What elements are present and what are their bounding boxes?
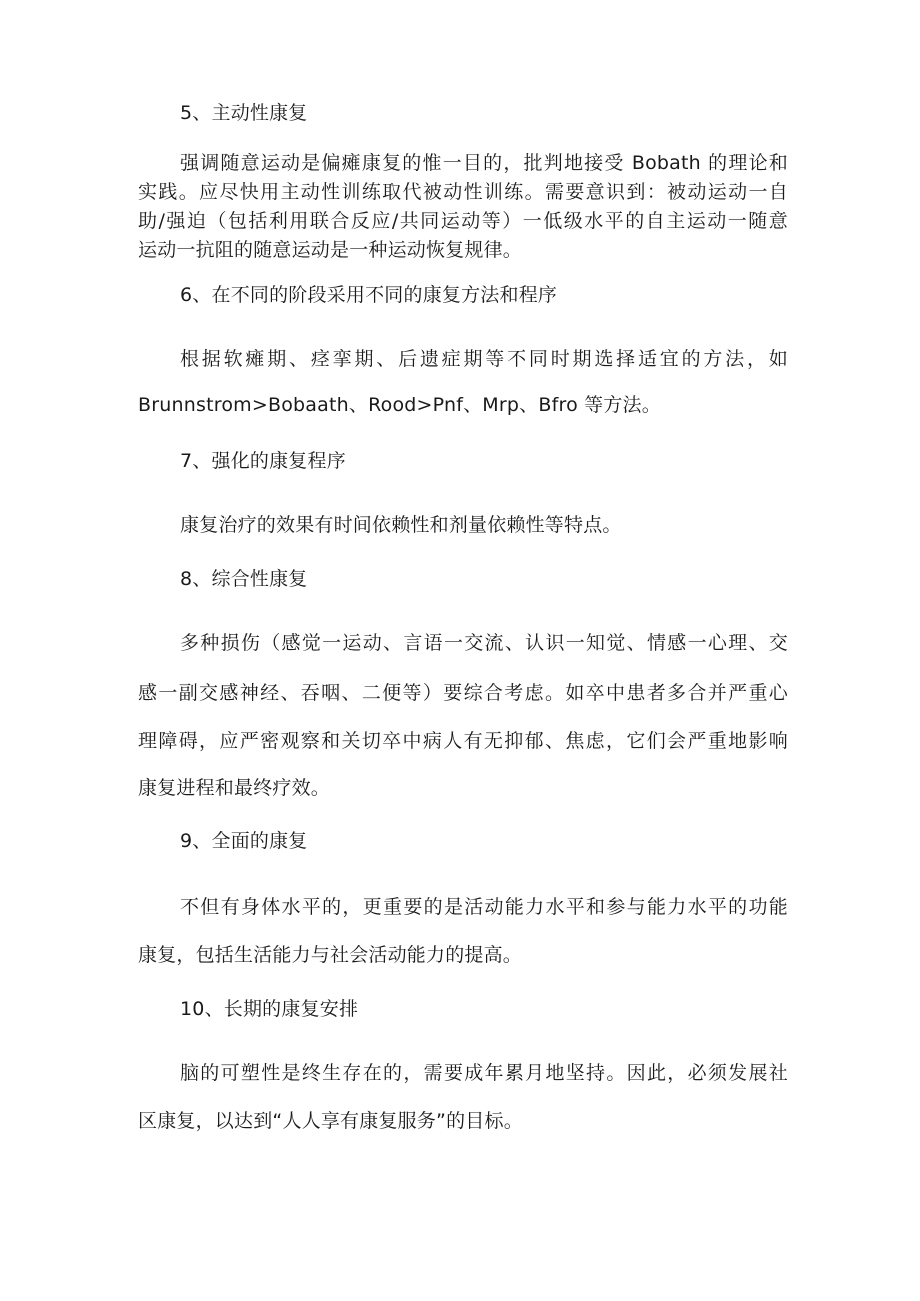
paragraph-line: 助/强迫（包括利用联合反应/共同运动等）一低级水平的自主运动一随意 (138, 210, 788, 232)
paragraph-line: 实践。应尽快用主动性训练取代被动性训练。需要意识到：被动运动一自 (138, 181, 788, 203)
paragraph-line: 强调随意运动是偏瘫康复的惟一目的，批判地接受 Bobath 的理论和 (180, 152, 788, 174)
paragraph-line: 不但有身体水平的，更重要的是活动能力水平和参与能力水平的功能 (180, 896, 788, 918)
paragraph-line: 感一副交感神经、吞咽、二便等）要综合考虑。如卒中患者多合并严重心 (138, 682, 788, 704)
paragraph-line: 康复进程和最终疗效。 (138, 777, 331, 799)
paragraph-line: 运动一抗阻的随意运动是一种运动恢复规律。 (138, 239, 523, 261)
paragraph-line: 根据软瘫期、痉挛期、后遗症期等不同时期选择适宜的方法，如 (180, 348, 788, 370)
paragraph-line: Brunnstrom>Bobaath、Rood>Pnf、Mrp、Bfro 等方法。 (138, 394, 661, 416)
paragraph-line: 多种损伤（感觉一运动、言语一交流、认识一知觉、情感一心理、交 (180, 632, 788, 654)
heading-7: 7、强化的康复程序 (180, 450, 346, 472)
heading-6: 6、在不同的阶段采用不同的康复方法和程序 (180, 284, 558, 306)
paragraph-line: 区康复，以达到“人人享有康复服务”的目标。 (138, 1110, 523, 1132)
paragraph-line: 脑的可塑性是终生存在的，需要成年累月地坚持。因此，必须发展社 (180, 1062, 788, 1084)
heading-8: 8、综合性康复 (180, 568, 308, 590)
paragraph-line: 康复，包括生活能力与社会活动能力的提高。 (138, 944, 523, 966)
paragraph-line: 理障碍，应严密观察和关切卒中病人有无抑郁、焦虑，它们会严重地影响 (138, 730, 788, 752)
heading-5: 5、主动性康复 (180, 102, 308, 124)
heading-10: 10、长期的康复安排 (180, 998, 359, 1020)
heading-9: 9、全面的康复 (180, 830, 308, 852)
paragraph-line: 康复治疗的效果有时间依赖性和剂量依赖性等特点。 (180, 514, 622, 536)
